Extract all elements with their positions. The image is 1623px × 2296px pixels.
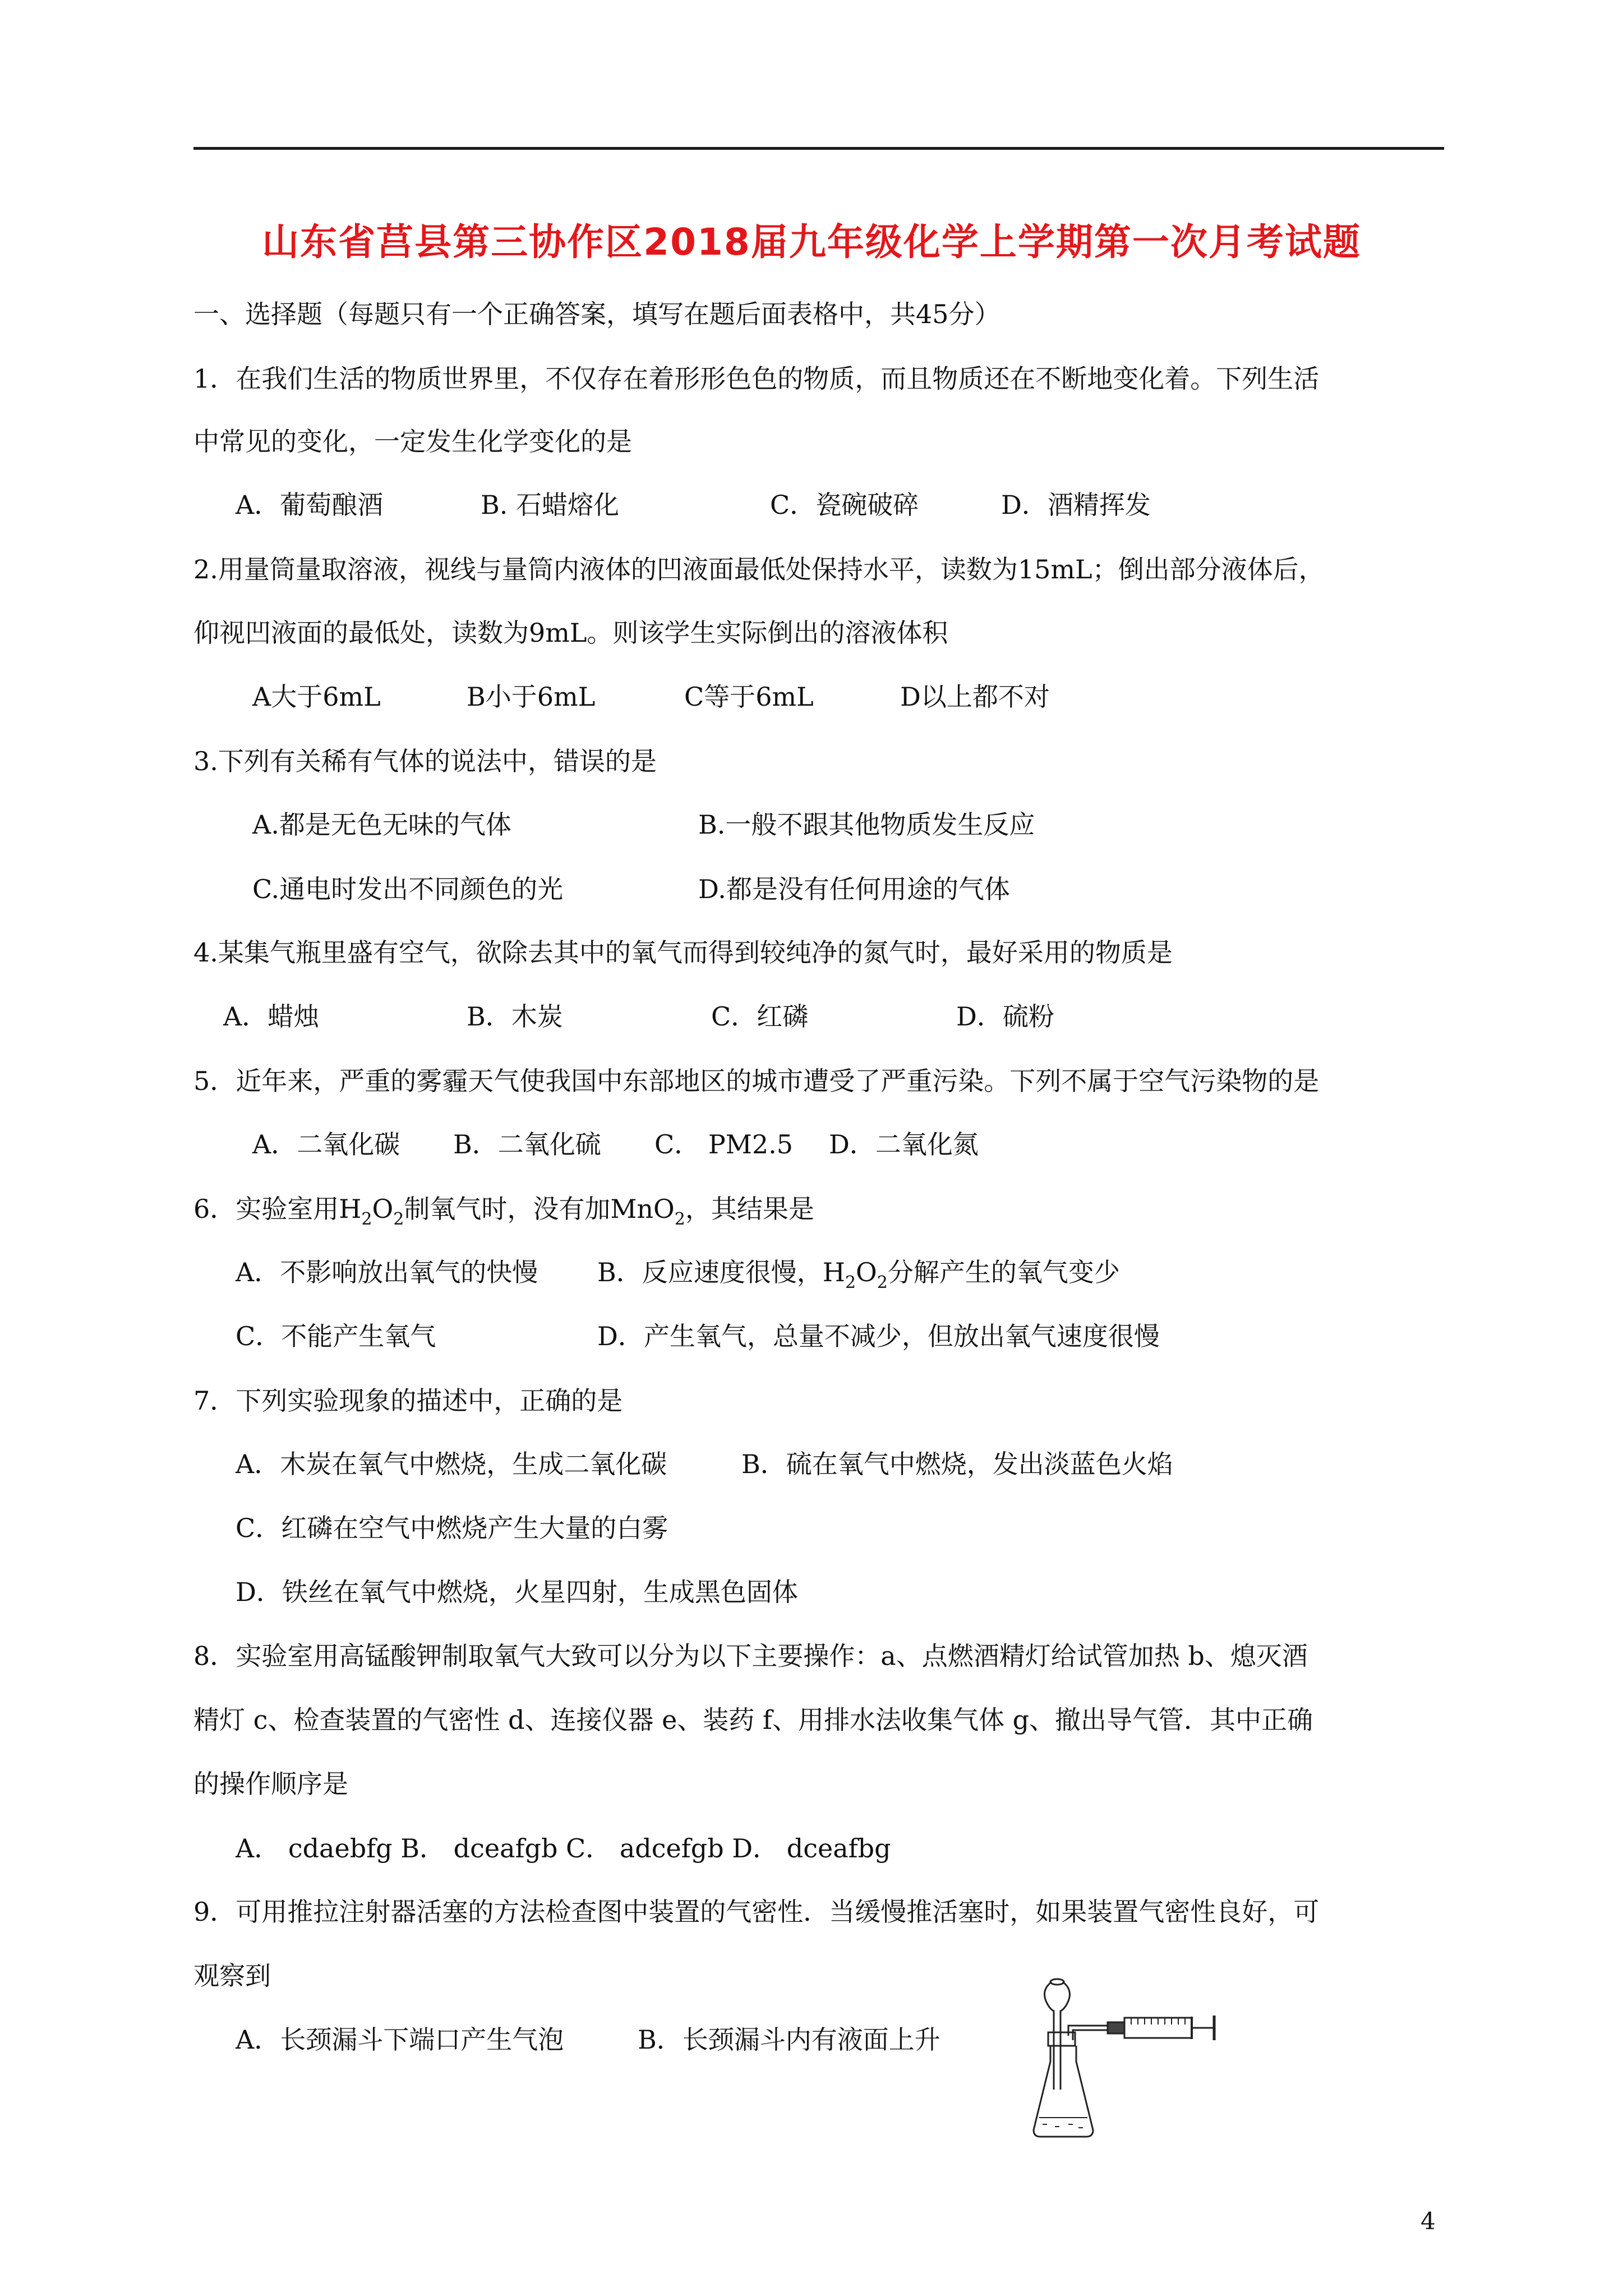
q2-option-c: C等于6mL: [684, 682, 814, 712]
q6-stem: [193, 1192, 814, 1230]
q5-stem: 5．近年来，严重的雾霾天气使我国中东部地区的城市遭受了严重污染。下列不属于空气污染物的是: [193, 1066, 1320, 1096]
q3-stem: 3.下列有关稀有气体的说法中，错误的是: [193, 746, 657, 776]
q7-option-d: D．铁丝在氧气中燃烧，火星四射，生成黑色固体: [236, 1577, 798, 1607]
q9-stem-line1: 9．可用推拉注射器活塞的方法检查图中装置的气密性．当缓慢推活塞时，如果装置气密性良好，可: [193, 1897, 1320, 1927]
q5-option-c: C． PM2.5: [654, 1129, 794, 1159]
page-title: 山东省莒县第三协作区2018届九年级化学上学期第一次月考试题: [262, 220, 1361, 264]
q8-stem-line3: 的操作顺序是: [193, 1769, 348, 1799]
q6-option-a: A．不影响放出氧气的快慢: [236, 1257, 538, 1287]
q7-option-c: C．红磷在空气中燃烧产生大量的白雾: [236, 1513, 668, 1543]
q2-option-b: B小于6mL: [467, 682, 596, 712]
q4-option-b: B．木炭: [467, 1001, 563, 1032]
q9-stem-line2: 观察到: [193, 1961, 271, 1991]
h2o2-formula: $H_2O_2$: [822, 1257, 888, 1292]
q6-stem-suffix: ，其结果是: [685, 1194, 814, 1224]
q6-stem-prefix: 6．实验室用: [193, 1194, 339, 1224]
q1-stem-line1: 1．在我们生活的物质世界里，不仅存在着形形色色的物质，而且物质还在不断地变化着。下列生活: [193, 364, 1320, 394]
q4-option-c: C．红磷: [711, 1001, 809, 1032]
q1-option-d: D．酒精挥发: [1001, 490, 1151, 520]
q8-stem-line1: 8．实验室用高锰酸钾制取氧气大致可以分为以下主要操作：a、点燃酒精灯给试管加热 b、熄灭酒: [193, 1641, 1308, 1671]
q3-option-d: D.都是没有任何用途的气体: [698, 874, 1010, 904]
q5-option-a: A．二氧化碳: [252, 1129, 400, 1159]
q2-stem-line2: 仰视凹液面的最低处，读数为9mL。则该学生实际倒出的溶液体积: [193, 618, 948, 648]
q7-option-b: B．硫在氧气中燃烧，发出淡蓝色火焰: [741, 1449, 1173, 1479]
q6-option-c: C．不能产生氧气: [236, 1321, 436, 1351]
q9-option-a: A．长颈漏斗下端口产生气泡: [236, 2024, 564, 2055]
q1-option-a: A．葡萄酿酒: [236, 490, 384, 520]
q1-option-b: B. 石蜡熔化: [481, 490, 620, 520]
q2-option-d: D以上都不对: [900, 682, 1050, 712]
q6-option-d: D．产生氧气，总量不减少，但放出氧气速度很慢: [597, 1321, 1160, 1351]
q6-option-b: B．反应速度很慢，$H_2O_2$分解产生的氧气变少: [597, 1257, 1120, 1292]
mno2-formula: MnO$_2$: [610, 1194, 685, 1229]
q6-stem-middle: 制氧气时，没有加: [404, 1194, 611, 1224]
q2-stem-line1: 2.用量筒量取溶液，视线与量筒内液体的凹液面最低处保持水平，读数为15mL；倒出部分液体后，: [193, 554, 1325, 585]
q8-stem-line2: 精灯 c、检查装置的气密性 d、连接仪器 e、装药 f、用排水法收集气体 g、撤出导气管．其中正确: [193, 1705, 1313, 1735]
q4-stem: 4.某集气瓶里盛有空气，欲除去其中的氧气而得到较纯净的氮气时，最好采用的物质是: [193, 937, 1173, 968]
q5-option-b: B．二氧化硫: [453, 1129, 601, 1159]
q4-option-a: A．蜡烛: [223, 1001, 320, 1032]
gas-tightness-apparatus-figure: [1029, 1977, 1231, 2146]
page-number: 4: [1421, 2207, 1436, 2235]
h2o2-formula: $H_2O_2$: [339, 1194, 404, 1229]
q7-stem: 7．下列实验现象的描述中，正确的是: [193, 1386, 623, 1416]
header-rule: [193, 147, 1444, 150]
q1-option-c: C．瓷碗破碎: [770, 490, 919, 520]
q8-options: A． cdaebfg B． dceafgb C． adcefgb D． dceafbg: [236, 1833, 891, 1864]
q9-option-b: B．长颈漏斗内有液面上升: [638, 2024, 940, 2055]
section-heading: 一、选择题（每题只有一个正确答案，填写在题后面表格中，共45分）: [193, 299, 1000, 329]
q7-option-a: A．木炭在氧气中燃烧，生成二氧化碳: [236, 1449, 667, 1479]
q4-option-d: D．硫粉: [956, 1001, 1054, 1032]
q2-option-a: A大于6mL: [252, 682, 381, 712]
q3-option-c: C.通电时发出不同颜色的光: [252, 874, 564, 904]
q3-option-b: B.一般不跟其他物质发生反应: [698, 809, 1035, 840]
q5-option-d: D．二氧化氮: [829, 1129, 979, 1159]
q1-stem-line2: 中常见的变化，一定发生化学变化的是: [193, 426, 632, 457]
q3-option-a: A.都是无色无味的气体: [252, 809, 511, 840]
